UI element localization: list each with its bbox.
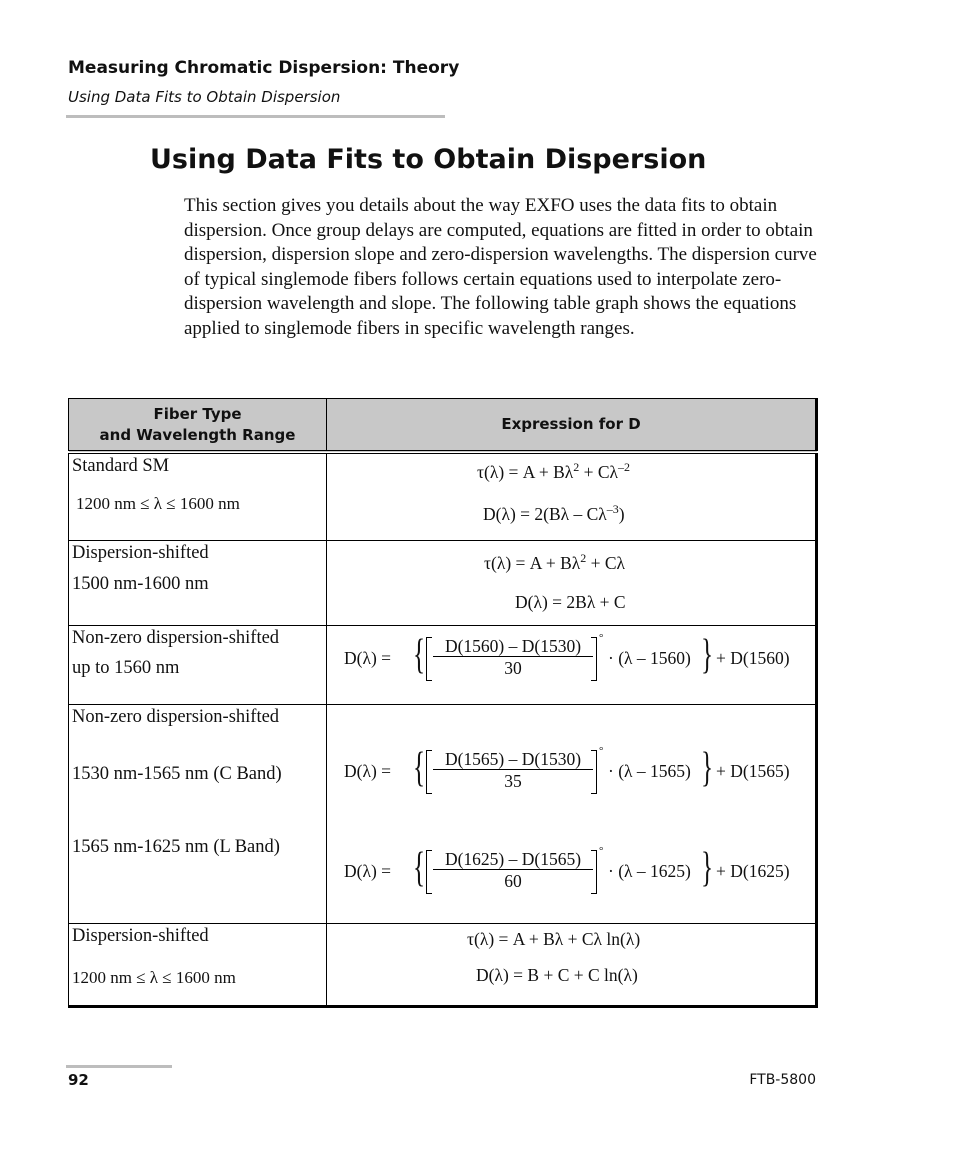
page-title: Using Data Fits to Obtain Dispersion [150, 144, 707, 175]
fraction-denominator: 35 [504, 770, 522, 791]
right-bracket-icon [591, 637, 597, 681]
page-number: 92 [68, 1071, 89, 1089]
fiber-type-label: Non-zero dispersion-shifted [72, 706, 280, 727]
tau-equation: τ(λ) = A + Bλ + Cλ ln(λ) [467, 928, 641, 949]
table-row [69, 923, 817, 1006]
equation-tail: + D(1560) [716, 647, 790, 668]
fraction [433, 849, 593, 892]
dispersion-equation: D(λ) = 2Bλ + C [515, 591, 626, 612]
equation-multiplier: · (λ – 1625) [608, 860, 691, 881]
fraction-numerator: D(1625) – D(1565) [433, 849, 593, 870]
dispersion-equation: $D(\lambda) = 2(B\lambda - C\lambda^{-3})$ [483, 502, 625, 524]
running-header-subtitle: Using Data Fits to Obtain Dispersion [68, 88, 341, 106]
column-header-fiber-type [69, 399, 327, 453]
fraction-numerator: D(1565) – D(1530) [433, 749, 593, 770]
right-brace-icon: } [701, 631, 714, 678]
equation-lhs: D(λ) = [344, 860, 392, 881]
table-row [69, 452, 817, 540]
intro-paragraph: This section gives you details about the way EXFO uses the data fits to obtain dispersion. Once group delays are computed, equations are fitted in order to obtain dispersion, dispersion slope and zero-dispersion wavelengths. The dispersion curve of typical singlemode fibers follows certain equations used to interpolate zero-dispersion wavelength and slope. The following table graph shows the equations applied to singlemode fibers in specific wavelength ranges. [184, 195, 817, 339]
fiber-type-cell [69, 452, 327, 540]
right-bracket-icon [591, 750, 597, 794]
expression-cell [327, 452, 817, 540]
equation-multiplier: · (λ – 1565) [608, 760, 691, 781]
table-header-row [69, 399, 817, 453]
right-brace-icon: } [701, 744, 714, 791]
dispersion-equation: D(λ) = B + C + C ln(λ) [476, 964, 638, 985]
document-id: FTB-5800 [749, 1072, 816, 1088]
expression-cell [327, 540, 817, 625]
expression-cell [327, 923, 817, 1006]
fiber-type-label: Dispersion-shifted [72, 925, 209, 946]
wavelength-range-l-band: 1565 nm-1625 nm (L Band) [72, 836, 280, 857]
fraction-numerator: D(1560) – D(1530) [433, 636, 593, 657]
wavelength-range-label: 1500 nm-1600 nm [72, 573, 209, 594]
fiber-type-cell [69, 625, 327, 704]
fraction [433, 749, 593, 792]
left-brace-icon: { [413, 844, 426, 891]
left-bracket-icon [426, 637, 432, 681]
running-header-title: Measuring Chromatic Dispersion: Theory [68, 58, 460, 78]
dispersion-equations-table [68, 398, 820, 1010]
fraction [433, 636, 593, 679]
degree-symbol: ° [599, 844, 604, 857]
header-divider [66, 115, 445, 118]
column-header-fiber-type-line1: Fiber Type [153, 404, 242, 423]
fiber-type-label: Standard SM [72, 456, 170, 476]
fraction-denominator: 30 [504, 657, 522, 678]
right-brace-icon: } [701, 844, 714, 891]
left-brace-icon: { [413, 744, 426, 791]
wavelength-range-c-band: 1530 nm-1565 nm (C Band) [72, 763, 282, 784]
footer-divider [66, 1065, 172, 1068]
expression-cell [327, 704, 817, 923]
wavelength-range-label: 1200 nm ≤ λ ≤ 1600 nm [76, 494, 240, 513]
fraction-denominator: 60 [504, 870, 522, 891]
equation-tail: + D(1565) [716, 760, 790, 781]
left-brace-icon: { [413, 631, 426, 678]
left-bracket-icon [426, 750, 432, 794]
tau-equation: $\tau(\lambda) = A + B\lambda^2 + C\lambda^{-2}$ [477, 460, 631, 482]
fiber-type-cell [69, 540, 327, 625]
table-row [69, 704, 817, 923]
table-row [69, 625, 817, 704]
equation-lhs: D(λ) = [344, 760, 392, 781]
column-header-fiber-type-line2: and Wavelength Range [99, 425, 296, 444]
equation-lhs: D(λ) = [344, 647, 392, 668]
degree-symbol: ° [599, 631, 604, 644]
wavelength-range-label: up to 1560 nm [72, 657, 180, 678]
equation-multiplier: · (λ – 1560) [608, 647, 691, 668]
left-bracket-icon [426, 850, 432, 894]
wavelength-range-label: 1200 nm ≤ λ ≤ 1600 nm [72, 967, 236, 987]
fiber-type-label: Dispersion-shifted [72, 542, 209, 563]
equation-tail: + D(1625) [716, 860, 790, 881]
fiber-type-cell [69, 923, 327, 1006]
right-bracket-icon [591, 850, 597, 894]
fiber-type-cell [69, 704, 327, 923]
tau-equation: $\tau(\lambda) = A + B\lambda^2 + C\lambda$ [484, 550, 626, 573]
table-row [69, 540, 817, 625]
degree-symbol: ° [599, 744, 604, 757]
column-header-expression: Expression for D [327, 399, 817, 453]
expression-cell [327, 625, 817, 704]
fiber-type-label: Non-zero dispersion-shifted [72, 627, 280, 648]
